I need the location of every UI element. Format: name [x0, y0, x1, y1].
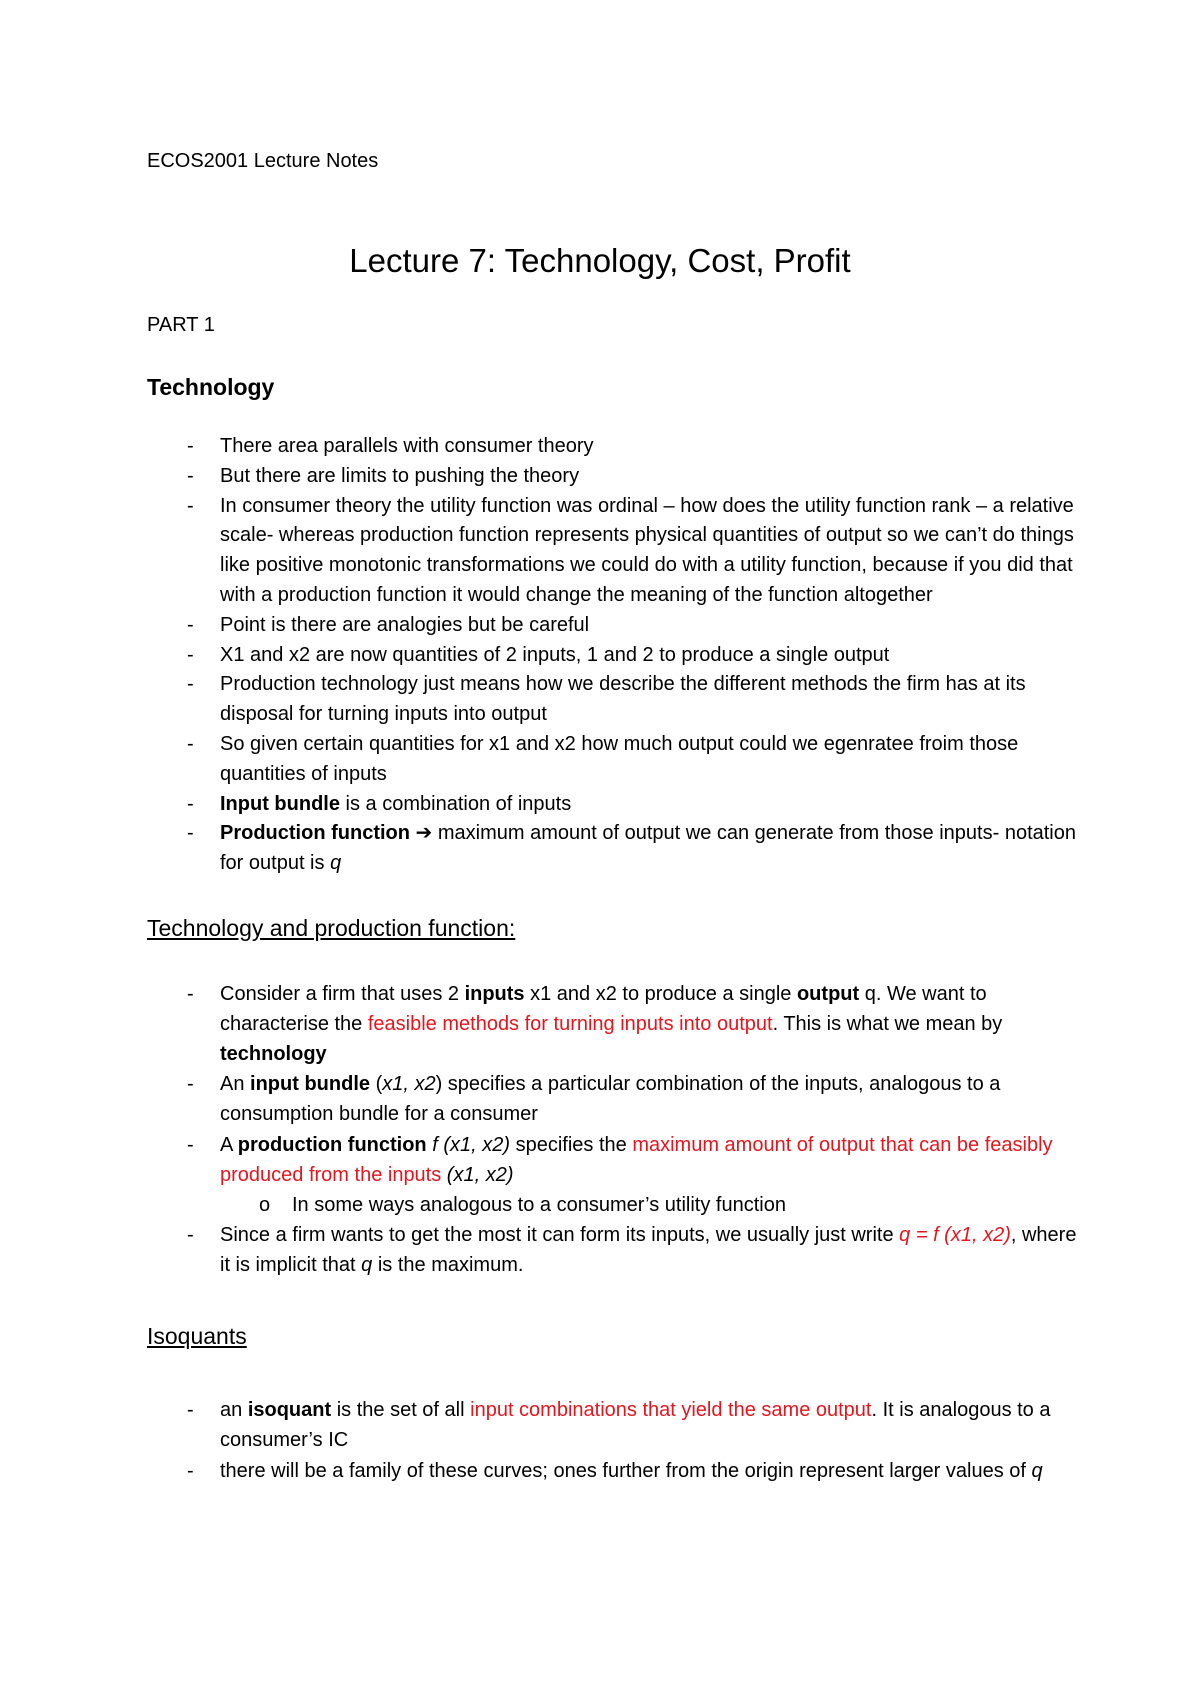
dash-marker: -	[187, 1133, 194, 1156]
tech-prod-bullet-list	[147, 980, 1077, 1281]
dash-marker: -	[187, 1073, 194, 1096]
isoquants-bullet-list	[147, 1396, 1077, 1486]
course-label: ECOS2001 Lecture Notes	[147, 150, 379, 172]
isoquants-heading: Isoquants	[147, 1323, 247, 1349]
list-item: - But there are limits to pushing the theory	[147, 462, 1077, 492]
list-item: o In some ways analogous to a consumer’s utility function	[147, 1191, 1077, 1221]
list-item: - Point is there are analogies but be careful	[147, 611, 1077, 641]
technology-bullet-list	[147, 432, 1077, 879]
list-item: - X1 and x2 are now quantities of 2 inputs, 1 and 2 to produce a single output	[147, 641, 1077, 671]
list-item: - Production technology just means how we describe the different methods the firm has at its disposal for turning inputs into output	[147, 670, 1077, 730]
list-item: - Input bundle is a combination of inputs	[147, 790, 1077, 820]
dash-marker: -	[187, 464, 194, 487]
list-item: - an isoquant is the set of all input combinations that yield the same output. It is analogous to a consumer’s IC	[147, 1396, 1077, 1456]
dash-marker: -	[187, 435, 194, 457]
dash-marker: -	[187, 1459, 194, 1482]
dash-marker: -	[187, 643, 194, 666]
circle-marker: o	[259, 1193, 271, 1216]
dash-marker: -	[187, 792, 194, 815]
list-item: - Consider a firm that uses 2 inputs x1 and x2 to produce a single output q. We want to characterise the feasible methods for turning inputs into output. This is what we mean by technology	[147, 980, 1077, 1069]
dash-marker: -	[187, 613, 194, 636]
dash-marker: -	[187, 822, 194, 845]
dash-marker: -	[187, 673, 194, 696]
dash-marker: -	[187, 494, 194, 517]
list-item: - In consumer theory the utility function was ordinal – how does the utility function rank – a relative scale- whereas production function represents physical quantities of output so we can’t do things like positive monotonic transformations we could do with a utility function, because if you did that with a production function it would change the meaning of the function altogether	[147, 492, 1077, 611]
part-label: PART 1	[147, 314, 215, 336]
tech-prod-heading: Technology and production function:	[147, 915, 516, 941]
arrow-icon: ➔	[409, 822, 433, 845]
dash-marker: -	[187, 983, 194, 1005]
list-item: - A production function f (x1, x2) specifies the maximum amount of output that can be feasibly produced from the inputs (x1, x2)	[147, 1131, 1077, 1191]
dash-marker: -	[187, 1399, 194, 1421]
technology-heading: Technology	[147, 374, 275, 400]
lecture-title: Lecture 7: Technology, Cost, Profit	[349, 242, 851, 279]
list-item: - So given certain quantities for x1 and x2 how much output could we egenratee froim those quantities of inputs	[147, 730, 1077, 790]
list-item: - there will be a family of these curves; ones further from the origin represent larger values of q	[147, 1457, 1077, 1487]
list-item: - An input bundle (x1, x2) specifies a particular combination of the inputs, analogous to a consumption bundle for a consumer	[147, 1070, 1077, 1130]
dash-marker: -	[187, 732, 194, 755]
list-item: - Since a firm wants to get the most it can form its inputs, we usually just write q = f (x1, x2), where it is implicit that q is the maximum.	[147, 1221, 1077, 1281]
list-item: - Production function ➔ maximum amount of output we can generate from those inputs- notation for output is q	[147, 819, 1077, 879]
list-item: - There area parallels with consumer theory	[147, 432, 1077, 462]
dash-marker: -	[187, 1224, 194, 1247]
